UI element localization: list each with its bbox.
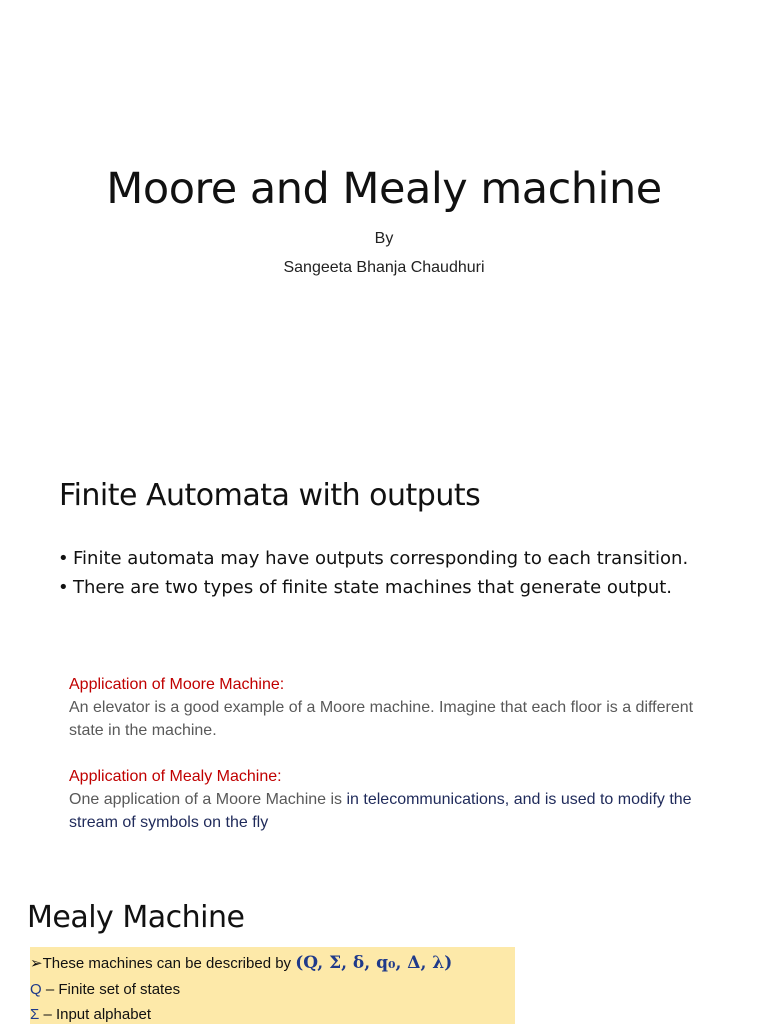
moore-application-heading: Application of Moore Machine: xyxy=(69,676,285,693)
definition-text: – Input alphabet xyxy=(39,1006,152,1023)
mealy-application-text-gray: One application of a Moore Machine is xyxy=(69,791,343,808)
author-name: Sangeeta Bhanja Chaudhuri xyxy=(283,259,485,276)
definition-text: These machines can be described by xyxy=(42,955,292,972)
symbol: Σ xyxy=(30,1006,40,1023)
by-label: By xyxy=(374,230,394,247)
mealy-application-text xyxy=(69,788,719,834)
slide-heading: Mealy Machine xyxy=(27,900,245,935)
slide-title: Moore and Mealy machine xyxy=(106,164,662,214)
bullet-list xyxy=(58,549,698,607)
moore-application-text: An elevator is a good example of a Moore machine. Imagine that each floor is a different state in the machine. xyxy=(69,699,694,739)
arrow-bullet-icon: ➢ xyxy=(30,955,43,972)
bullet-text: There are two types of finite state machines that generate output. xyxy=(73,577,673,598)
tuple-notation: (Q, Σ, δ, q₀, Δ, λ) xyxy=(295,953,453,973)
bullet-marker: • xyxy=(58,548,69,569)
definition-line xyxy=(30,980,180,1000)
bullet-item xyxy=(58,578,698,598)
definition-text: – Finite set of states xyxy=(41,981,181,998)
bullet-item xyxy=(58,549,698,569)
symbol: Q xyxy=(30,981,42,998)
bullet-text: Finite automata may have outputs corresponding to each transition. xyxy=(73,548,689,569)
mealy-application-heading: Application of Mealy Machine: xyxy=(69,768,282,785)
mealy-application-text-navy: in telecommunications, and is used to modify the stream of symbols on the fly xyxy=(69,791,692,831)
slide-heading: Finite Automata with outputs xyxy=(59,478,481,513)
definition-line xyxy=(30,953,452,974)
definition-line xyxy=(30,1005,151,1025)
bullet-marker: • xyxy=(58,577,69,598)
